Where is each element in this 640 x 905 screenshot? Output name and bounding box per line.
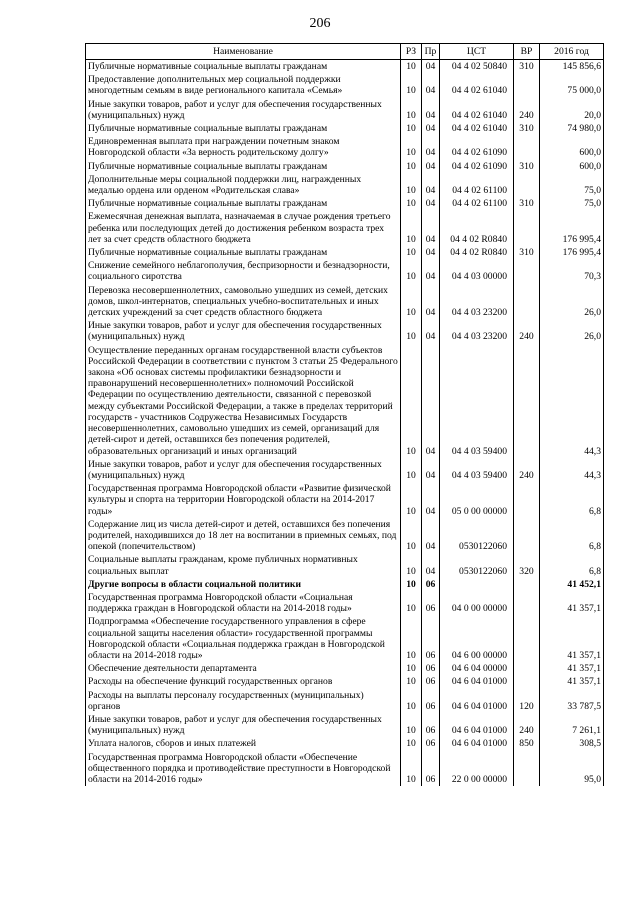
cell-vr <box>514 615 540 662</box>
cell-pr: 06 <box>422 578 440 591</box>
cell-name: Государственная программа Новгородской области «Развитие физической культуры и спорта на территории Новгородской области на 2014-2017 годы» <box>86 482 401 518</box>
cell-pr: 04 <box>422 284 440 320</box>
header-name: Наименование <box>86 44 401 60</box>
table-header-row <box>86 44 604 60</box>
cell-vr: 850 <box>514 737 540 750</box>
cell-vr: 310 <box>514 160 540 173</box>
cell-rz: 10 <box>401 662 422 675</box>
cell-vr: 310 <box>514 122 540 135</box>
cell-vr <box>514 482 540 518</box>
table-row <box>86 713 604 737</box>
cell-amount: 41 452,1 <box>540 578 604 591</box>
cell-rz: 10 <box>401 98 422 122</box>
cell-rz: 10 <box>401 751 422 787</box>
table-row <box>86 60 604 74</box>
cell-pr: 04 <box>422 458 440 482</box>
cell-cst: 04 6 04 01000 <box>440 737 514 750</box>
cell-amount: 176 995,4 <box>540 246 604 259</box>
cell-name: Публичные нормативные социальные выплаты гражданам <box>86 160 401 173</box>
cell-rz: 10 <box>401 284 422 320</box>
cell-rz: 10 <box>401 122 422 135</box>
cell-rz: 10 <box>401 578 422 591</box>
table-row <box>86 160 604 173</box>
table-row <box>86 578 604 591</box>
cell-cst: 04 4 02 50840 <box>440 60 514 74</box>
cell-pr: 06 <box>422 689 440 713</box>
table-row <box>86 689 604 713</box>
cell-pr: 04 <box>422 197 440 210</box>
table-row <box>86 210 604 246</box>
table-row <box>86 319 604 343</box>
cell-rz: 10 <box>401 553 422 577</box>
cell-rz: 10 <box>401 60 422 74</box>
cell-name: Снижение семейного неблагополучия, беспризорности и безнадзорности, социального сиротства <box>86 259 401 283</box>
cell-pr: 04 <box>422 210 440 246</box>
table-row <box>86 173 604 197</box>
table-row <box>86 259 604 283</box>
header-cst: ЦСТ <box>440 44 514 60</box>
page-number: 206 <box>309 16 331 31</box>
cell-cst: 04 6 04 01000 <box>440 713 514 737</box>
cell-vr: 240 <box>514 713 540 737</box>
cell-name: Единовременная выплата при награждении почетным знаком Новгородской области «За верность родительскому долгу» <box>86 135 401 159</box>
table-row <box>86 284 604 320</box>
cell-rz: 10 <box>401 160 422 173</box>
table-row <box>86 518 604 554</box>
cell-rz: 10 <box>401 259 422 283</box>
cell-vr <box>514 675 540 688</box>
cell-rz: 10 <box>401 482 422 518</box>
cell-cst: 04 6 04 00000 <box>440 662 514 675</box>
table-row <box>86 246 604 259</box>
table-row <box>86 591 604 615</box>
cell-name: Обеспечение деятельности департамента <box>86 662 401 675</box>
cell-rz: 10 <box>401 135 422 159</box>
table-body <box>86 60 604 787</box>
cell-vr <box>514 284 540 320</box>
cell-cst: 0530122060 <box>440 553 514 577</box>
cell-pr: 06 <box>422 591 440 615</box>
cell-amount: 6,8 <box>540 518 604 554</box>
cell-cst: 04 4 02 R0840 <box>440 210 514 246</box>
cell-rz: 10 <box>401 737 422 750</box>
cell-cst <box>440 578 514 591</box>
cell-rz: 10 <box>401 319 422 343</box>
table-row <box>86 553 604 577</box>
table-row <box>86 737 604 750</box>
cell-cst: 04 4 02 61090 <box>440 160 514 173</box>
cell-cst: 0530122060 <box>440 518 514 554</box>
cell-amount: 41 357,1 <box>540 675 604 688</box>
cell-pr: 04 <box>422 553 440 577</box>
table-row <box>86 197 604 210</box>
cell-name: Публичные нормативные социальные выплаты гражданам <box>86 60 401 74</box>
cell-vr <box>514 518 540 554</box>
cell-amount: 6,8 <box>540 553 604 577</box>
cell-name: Предоставление дополнительных мер социальной поддержки многодетным семьям в виде регионального капитала «Семья» <box>86 73 401 97</box>
cell-name: Расходы на выплаты персоналу государственных (муниципальных) органов <box>86 689 401 713</box>
cell-pr: 04 <box>422 344 440 458</box>
cell-amount: 26,0 <box>540 284 604 320</box>
cell-rz: 10 <box>401 591 422 615</box>
cell-cst: 22 0 00 00000 <box>440 751 514 787</box>
cell-cst: 04 4 03 23200 <box>440 319 514 343</box>
budget-table <box>85 43 604 786</box>
cell-vr <box>514 259 540 283</box>
cell-cst: 04 4 02 61090 <box>440 135 514 159</box>
cell-amount: 44,3 <box>540 344 604 458</box>
cell-pr: 06 <box>422 662 440 675</box>
cell-pr: 06 <box>422 751 440 787</box>
cell-name: Публичные нормативные социальные выплаты гражданам <box>86 122 401 135</box>
cell-pr: 06 <box>422 675 440 688</box>
cell-name: Подпрограмма «Обеспечение государственного управления в сфере социальной защиты населения области» государственной программы Новгородской области «Социальная поддержка граждан в Новгородской области на 2014-2018 годы» <box>86 615 401 662</box>
cell-name: Иные закупки товаров, работ и услуг для обеспечения государственных (муниципальных) нужд <box>86 713 401 737</box>
table-row <box>86 675 604 688</box>
table-row <box>86 344 604 458</box>
table-row <box>86 98 604 122</box>
table-row <box>86 73 604 97</box>
cell-cst: 04 4 03 59400 <box>440 458 514 482</box>
cell-vr <box>514 73 540 97</box>
cell-cst: 05 0 00 00000 <box>440 482 514 518</box>
cell-cst: 04 4 03 23200 <box>440 284 514 320</box>
cell-vr <box>514 173 540 197</box>
cell-name: Иные закупки товаров, работ и услуг для обеспечения государственных (муниципальных) нужд <box>86 319 401 343</box>
cell-name: Ежемесячная денежная выплата, назначаемая в случае рождения третьего ребенка или последующих детей до достижения ребенком возраста трех лет за счет средств областного бюджета <box>86 210 401 246</box>
table-row <box>86 615 604 662</box>
table-row <box>86 482 604 518</box>
cell-cst: 04 6 00 00000 <box>440 615 514 662</box>
cell-pr: 04 <box>422 319 440 343</box>
cell-name: Государственная программа Новгородской области «Обеспечение общественного порядка и противодействие преступности в Новгородской области на 2014-2016 годы» <box>86 751 401 787</box>
cell-rz: 10 <box>401 173 422 197</box>
cell-pr: 04 <box>422 173 440 197</box>
cell-cst: 04 4 02 61040 <box>440 122 514 135</box>
cell-amount: 7 261,1 <box>540 713 604 737</box>
cell-vr: 310 <box>514 197 540 210</box>
cell-amount: 41 357,1 <box>540 615 604 662</box>
header-year: 2016 год <box>540 44 604 60</box>
cell-amount: 600,0 <box>540 135 604 159</box>
cell-rz: 10 <box>401 713 422 737</box>
cell-pr: 04 <box>422 160 440 173</box>
cell-rz: 10 <box>401 73 422 97</box>
cell-name: Расходы на обеспечение функций государственных органов <box>86 675 401 688</box>
cell-name: Перевозка несовершеннолетних, самовольно ушедших из семей, детских домов, школ-интернатов, специальных учебно-воспитательных и иных детских учреждений за счет средств областного бюджета <box>86 284 401 320</box>
cell-vr: 310 <box>514 246 540 259</box>
cell-name: Публичные нормативные социальные выплаты гражданам <box>86 246 401 259</box>
cell-rz: 10 <box>401 458 422 482</box>
cell-cst: 04 6 04 01000 <box>440 689 514 713</box>
cell-pr: 04 <box>422 73 440 97</box>
cell-pr: 06 <box>422 737 440 750</box>
cell-name: Государственная программа Новгородской области «Социальная поддержка граждан в Новгородской области на 2014-2018 годы» <box>86 591 401 615</box>
cell-name: Другие вопросы в области социальной политики <box>86 578 401 591</box>
cell-name: Социальные выплаты гражданам, кроме публичных нормативных социальных выплат <box>86 553 401 577</box>
cell-name: Уплата налогов, сборов и иных платежей <box>86 737 401 750</box>
cell-cst: 04 4 02 61100 <box>440 173 514 197</box>
table-row <box>86 662 604 675</box>
cell-amount: 41 357,1 <box>540 591 604 615</box>
cell-vr <box>514 344 540 458</box>
cell-pr: 06 <box>422 615 440 662</box>
cell-cst: 04 4 02 61040 <box>440 73 514 97</box>
cell-vr <box>514 591 540 615</box>
cell-rz: 10 <box>401 675 422 688</box>
header-pr: Пр <box>422 44 440 60</box>
cell-rz: 10 <box>401 615 422 662</box>
cell-rz: 10 <box>401 246 422 259</box>
cell-amount: 600,0 <box>540 160 604 173</box>
cell-vr: 320 <box>514 553 540 577</box>
cell-pr: 04 <box>422 98 440 122</box>
header-rz: РЗ <box>401 44 422 60</box>
cell-amount: 26,0 <box>540 319 604 343</box>
cell-amount: 145 856,6 <box>540 60 604 74</box>
cell-pr: 04 <box>422 60 440 74</box>
cell-pr: 04 <box>422 482 440 518</box>
cell-amount: 20,0 <box>540 98 604 122</box>
header-vr: ВР <box>514 44 540 60</box>
cell-cst: 04 4 03 59400 <box>440 344 514 458</box>
cell-cst: 04 4 03 00000 <box>440 259 514 283</box>
cell-vr: 240 <box>514 98 540 122</box>
cell-cst: 04 0 00 00000 <box>440 591 514 615</box>
cell-name: Иные закупки товаров, работ и услуг для обеспечения государственных (муниципальных) нужд <box>86 98 401 122</box>
cell-vr: 310 <box>514 60 540 74</box>
cell-pr: 06 <box>422 713 440 737</box>
cell-rz: 10 <box>401 518 422 554</box>
cell-amount: 308,5 <box>540 737 604 750</box>
cell-rz: 10 <box>401 689 422 713</box>
table-row <box>86 135 604 159</box>
cell-amount: 95,0 <box>540 751 604 787</box>
table-row <box>86 122 604 135</box>
cell-name: Публичные нормативные социальные выплаты гражданам <box>86 197 401 210</box>
cell-name: Осуществление переданных органам государственной власти субъектов Российской Федерации в соответствии с пунктом 3 статьи 25 Федерального закона «Об основах системы профилактики безнадзорности и правонарушений несовершеннолетних» полномочий Российской Федерации по осуществлению деятельности, связанной с перевозкой между субъектами Российской Федерации, а также в пределах территорий государств - участников Содружества Независимых Государств несовершеннолетних, самовольно ушедших из семей, организаций для детей-сирот и детей, оставшихся без попечения родителей, образовательных организаций и иных организаций <box>86 344 401 458</box>
cell-name: Содержание лиц из числа детей-сирот и детей, оставшихся без попечения родителей, находившихся до 18 лет на воспитании в приемных семьях, под опекой (попечительством) <box>86 518 401 554</box>
cell-pr: 04 <box>422 518 440 554</box>
cell-cst: 04 4 02 61040 <box>440 98 514 122</box>
cell-vr <box>514 135 540 159</box>
cell-amount: 44,3 <box>540 458 604 482</box>
cell-amount: 176 995,4 <box>540 210 604 246</box>
cell-cst: 04 4 02 R0840 <box>440 246 514 259</box>
cell-name: Дополнительные меры социальной поддержки лиц, награжденных медалью ордена или орденом «Родительская слава» <box>86 173 401 197</box>
cell-vr <box>514 751 540 787</box>
cell-amount: 75,0 <box>540 197 604 210</box>
cell-name: Иные закупки товаров, работ и услуг для обеспечения государственных (муниципальных) нужд <box>86 458 401 482</box>
cell-rz: 10 <box>401 197 422 210</box>
cell-pr: 04 <box>422 135 440 159</box>
cell-vr <box>514 210 540 246</box>
cell-cst: 04 6 04 01000 <box>440 675 514 688</box>
cell-pr: 04 <box>422 122 440 135</box>
cell-pr: 04 <box>422 246 440 259</box>
cell-amount: 41 357,1 <box>540 662 604 675</box>
table-row <box>86 458 604 482</box>
cell-vr: 240 <box>514 458 540 482</box>
cell-vr: 240 <box>514 319 540 343</box>
cell-rz: 10 <box>401 210 422 246</box>
table-row <box>86 751 604 787</box>
cell-vr: 120 <box>514 689 540 713</box>
cell-amount: 75 000,0 <box>540 73 604 97</box>
cell-vr <box>514 578 540 591</box>
cell-amount: 33 787,5 <box>540 689 604 713</box>
cell-amount: 70,3 <box>540 259 604 283</box>
cell-amount: 75,0 <box>540 173 604 197</box>
cell-cst: 04 4 02 61100 <box>440 197 514 210</box>
cell-amount: 6,8 <box>540 482 604 518</box>
cell-amount: 74 980,0 <box>540 122 604 135</box>
cell-vr <box>514 662 540 675</box>
cell-pr: 04 <box>422 259 440 283</box>
cell-rz: 10 <box>401 344 422 458</box>
